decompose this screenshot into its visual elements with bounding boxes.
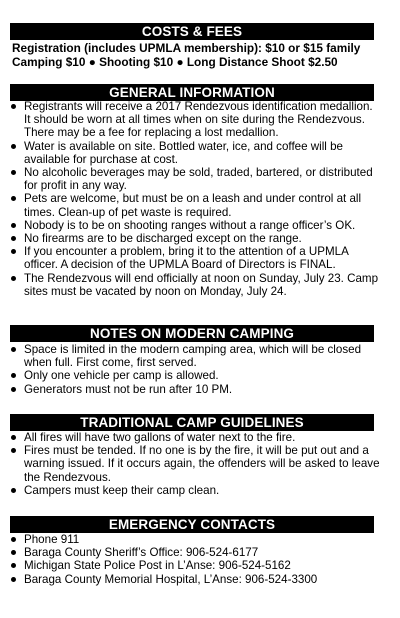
list-item: Michigan State Police Post in L’Anse: 906-524-5162 bbox=[8, 559, 380, 572]
list-item: Only one vehicle per camp is allowed. bbox=[8, 369, 380, 382]
list-item: Water is available on site. Bottled water, ice, and coffee will be available for purchase at cost. bbox=[8, 140, 380, 166]
list-item: Fires must be tended. If no one is by the fire, it will be put out and a warning issued. If it occurs again, the offenders will be asked to leave the Rendezvous. bbox=[8, 444, 380, 484]
modern-camping-header: NOTES ON MODERN CAMPING bbox=[10, 325, 374, 342]
list-item: Baraga County Memorial Hospital, L’Anse: 906-524-3300 bbox=[8, 573, 380, 586]
list-item: Space is limited in the modern camping area, which will be closed when full. First come, first served. bbox=[8, 343, 380, 369]
list-item: Campers must keep their camp clean. bbox=[8, 484, 380, 497]
general-information-header: GENERAL INFORMATION bbox=[10, 84, 374, 101]
modern-camping-list bbox=[8, 343, 380, 396]
list-item: No alcoholic beverages may be sold, traded, bartered, or distributed for profit in any way. bbox=[8, 166, 380, 192]
list-item: Nobody is to be on shooting ranges without a range officer’s OK. bbox=[8, 219, 380, 232]
list-item: The Rendezvous will end officially at noon on Sunday, July 23. Camp sites must be vacated by noon on Monday, July 24. bbox=[8, 272, 380, 298]
list-item: All fires will have two gallons of water next to the fire. bbox=[8, 431, 380, 444]
emergency-contacts-list bbox=[8, 533, 380, 586]
registration-fee-line: Registration (includes UPMLA membership): $10 or $15 family bbox=[12, 41, 361, 55]
costs-fees-header: COSTS & FEES bbox=[10, 23, 374, 40]
camping-shooting-fee-line: Camping $10 ● Shooting $10 ● Long Distance Shoot $2.50 bbox=[12, 55, 338, 69]
traditional-camp-list bbox=[8, 431, 380, 497]
list-item: No firearms are to be discharged except on the range. bbox=[8, 232, 380, 245]
list-item: Generators must not be run after 10 PM. bbox=[8, 383, 380, 396]
general-information-list bbox=[8, 100, 380, 298]
list-item: Phone 911 bbox=[8, 533, 380, 546]
list-item: Registrants will receive a 2017 Rendezvous identification medallion. It should be worn at all times when on site during the Rendezvous. There may be a fee for replacing a lost medallion. bbox=[8, 100, 380, 140]
list-item: If you encounter a problem, bring it to the attention of a UPMLA officer. A decision of the UPMLA Board of Directors is FINAL. bbox=[8, 245, 380, 271]
emergency-contacts-header: EMERGENCY CONTACTS bbox=[10, 516, 374, 533]
list-item: Pets are welcome, but must be on a leash and under control at all times. Clean-up of pet waste is required. bbox=[8, 192, 380, 218]
traditional-camp-header: TRADITIONAL CAMP GUIDELINES bbox=[10, 414, 374, 431]
list-item: Baraga County Sheriff’s Office: 906-524-6177 bbox=[8, 546, 380, 559]
